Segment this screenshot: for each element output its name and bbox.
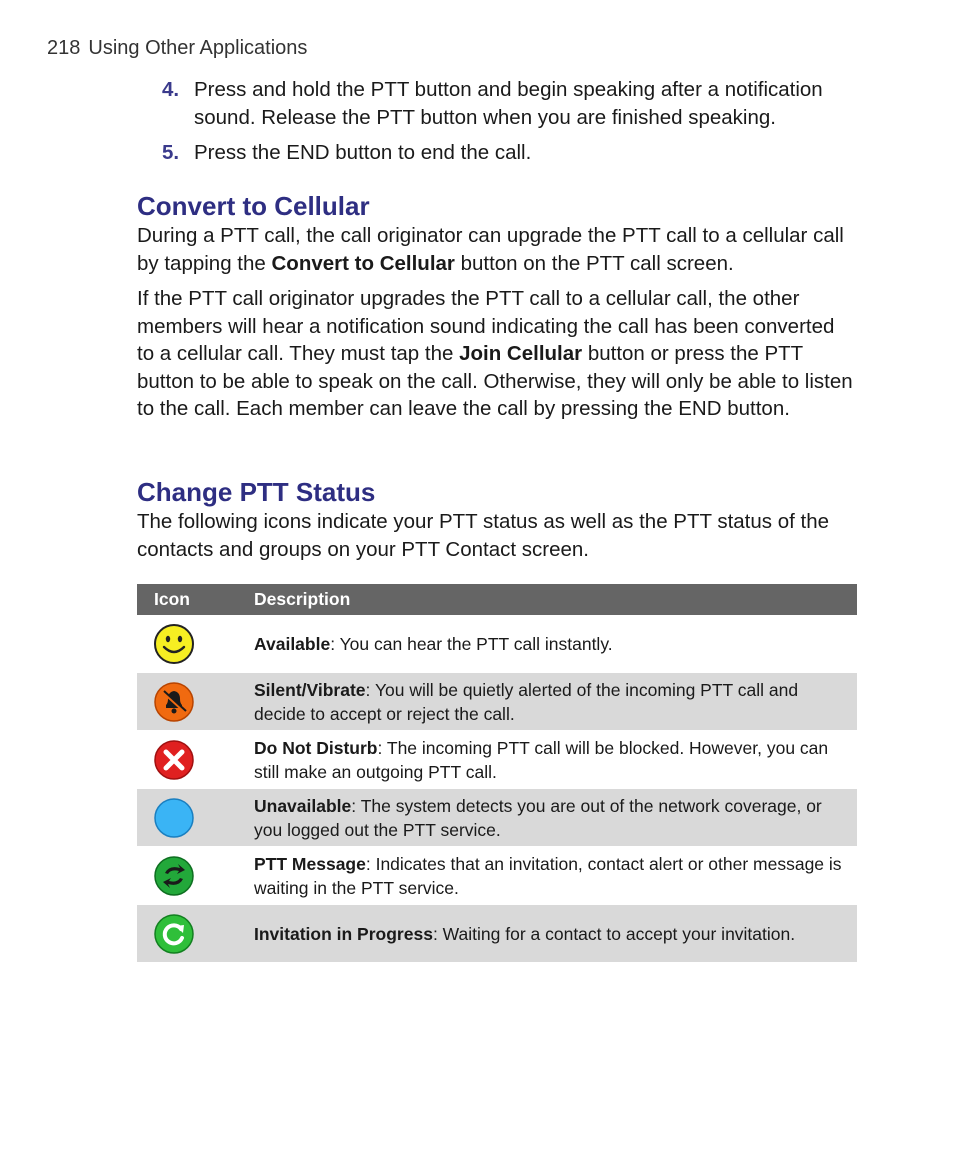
green-refresh-icon — [153, 913, 195, 955]
step-item — [162, 139, 862, 167]
row-description — [254, 852, 857, 900]
status-intro: The following icons indicate your PTT status as well as the PTT status of the contacts and groups on your PTT Contact screen. — [137, 510, 830, 561]
convert-paragraph-1 — [137, 222, 857, 277]
table-row — [137, 847, 857, 905]
status-text: : You can hear the PTT call instantly. — [330, 633, 613, 654]
steps-list — [162, 76, 862, 175]
text-run: button on the PTT call screen. — [454, 251, 734, 275]
status-term: PTT Message — [254, 853, 366, 874]
step-item — [162, 76, 862, 131]
status-term: Silent/Vibrate — [254, 679, 366, 700]
convert-to-cellular-term: Convert to Cellular — [271, 251, 455, 275]
step-number: 5. — [162, 141, 180, 164]
section-title: Using Other Applications — [88, 37, 308, 59]
status-text: : You will be quietly alerted of the incoming PTT call and decide to accept or reject the call. — [254, 679, 799, 724]
status-section — [137, 476, 857, 563]
row-description — [254, 736, 857, 784]
status-term: Unavailable — [254, 795, 352, 816]
smiley-available-icon — [153, 623, 195, 665]
step-text: Press and hold the PTT button and begin speaking after a notification sound. Release the PTT button when you are finished speaking. — [194, 78, 823, 129]
status-term: Available — [254, 633, 331, 654]
convert-heading: Convert to Cellular — [137, 191, 370, 221]
step-text: Press the END button to end the call. — [194, 141, 532, 164]
status-term: Invitation in Progress — [254, 923, 433, 944]
join-cellular-term: Join Cellular — [459, 342, 583, 365]
green-arrows-icon — [153, 855, 195, 897]
blue-circle-icon — [153, 797, 195, 839]
row-description — [254, 632, 857, 656]
table-row — [137, 731, 857, 789]
step-number: 4. — [162, 78, 180, 101]
table-row — [137, 673, 857, 731]
table-row — [137, 905, 857, 963]
running-head — [47, 37, 307, 60]
status-table — [137, 584, 857, 963]
status-text: : Indicates that an invitation, contact alert or other message is waiting in the PTT service. — [254, 853, 842, 898]
header-description: Description — [254, 589, 351, 609]
status-term: Do Not Disturb — [254, 737, 378, 758]
text-run: During a PTT call, the call originator can upgrade the PTT call to a cellular call by tapping the — [137, 224, 844, 275]
page-number: 218 — [47, 37, 81, 59]
table-row — [137, 789, 857, 847]
convert-section — [137, 190, 857, 423]
row-description — [254, 794, 857, 842]
status-text: : The system detects you are out of the network coverage, or you logged out the PTT service. — [254, 795, 822, 840]
row-description — [254, 678, 857, 726]
red-x-icon — [153, 739, 195, 781]
status-text: : Waiting for a contact to accept your invitation. — [432, 923, 796, 944]
status-text: : The incoming PTT call will be blocked. However, you can still make an outgoing PTT call. — [254, 737, 829, 782]
text-run: button or press the PTT button to be able to speak on the call. Otherwise, they will only be able to listen to the call. Each member can leave the call by pressing the END button. — [137, 342, 853, 420]
convert-paragraph-2 — [137, 285, 857, 423]
text-run: If the PTT call originator upgrades the PTT call to a cellular call, the other members will hear a notification sound indicating the call has been converted to a cellular call. They must tap the — [137, 287, 835, 365]
table-row — [137, 615, 857, 673]
table-header — [137, 584, 857, 615]
row-description — [254, 922, 857, 946]
status-heading: Change PTT Status — [137, 477, 376, 507]
bell-silent-icon — [153, 681, 195, 723]
header-icon: Icon — [154, 589, 190, 609]
